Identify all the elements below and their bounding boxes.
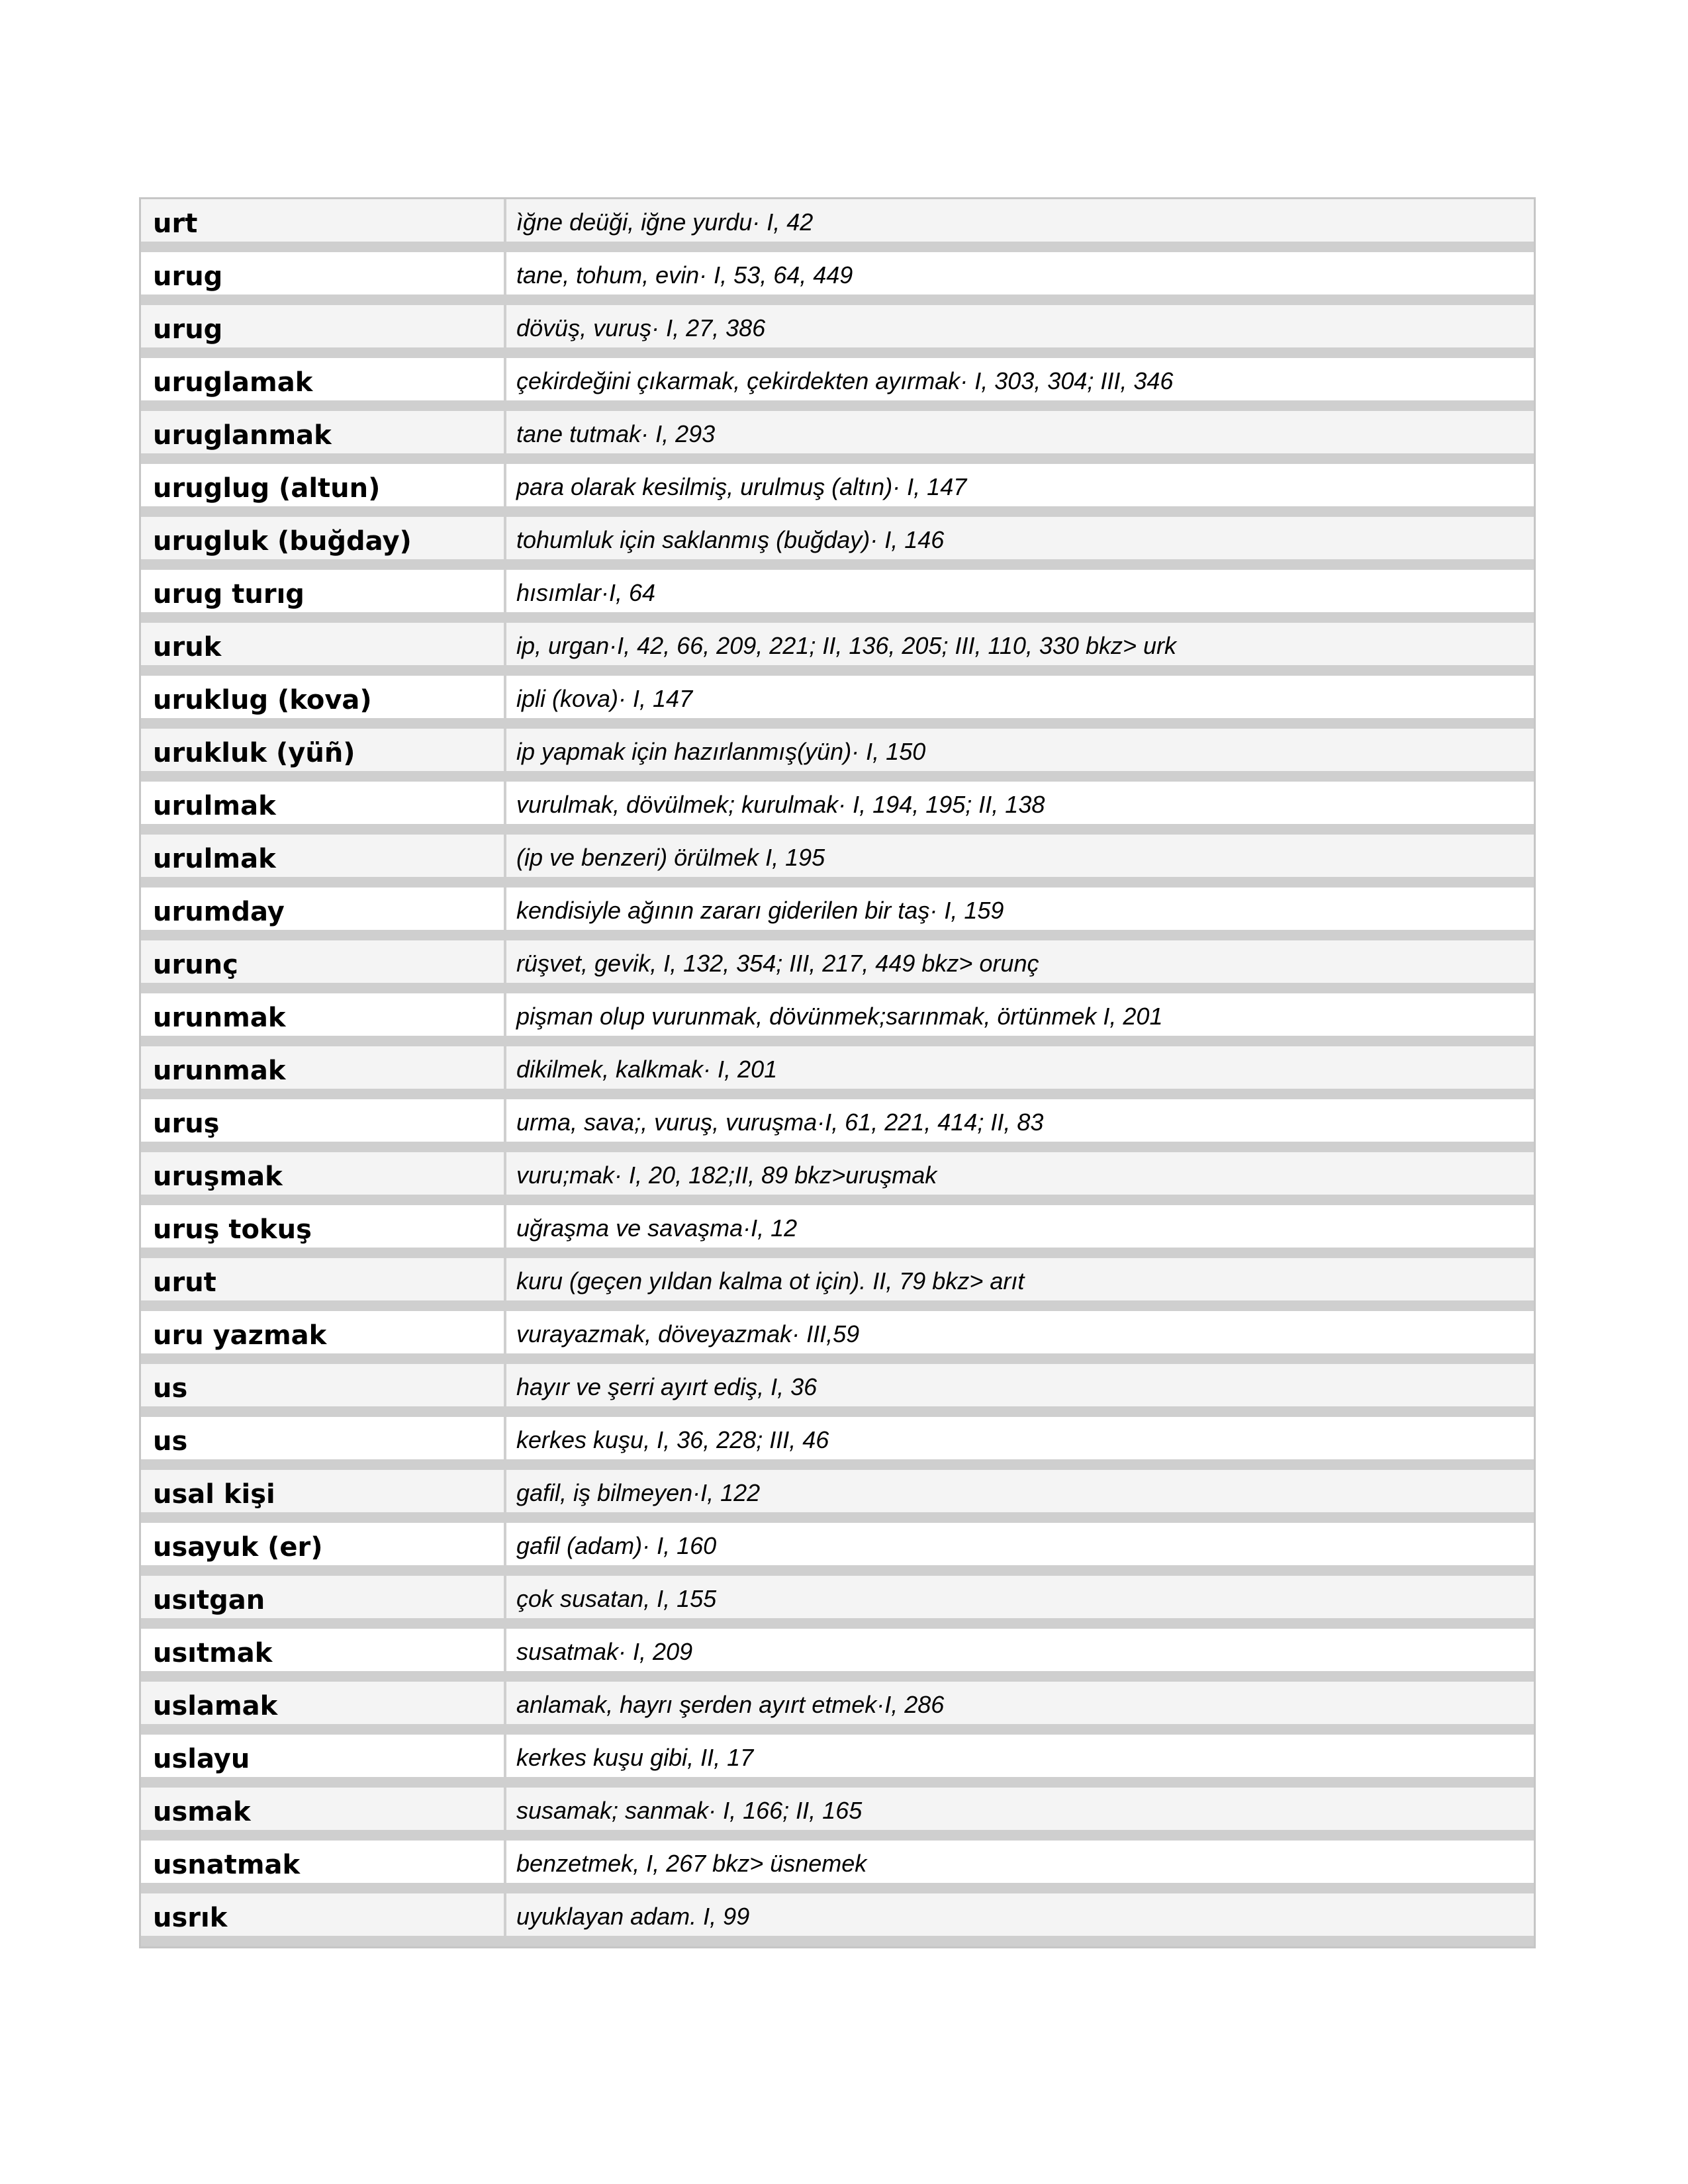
table-row [141, 1841, 1534, 1893]
entry-definition: rüşvet, gevik, I, 132, 354; III, 217, 449 bkz> orunç [516, 950, 1039, 977]
table-row [141, 940, 1534, 993]
table-row [141, 1470, 1534, 1523]
table-row [141, 1205, 1534, 1258]
entry-term: usal kişi [141, 1470, 506, 1512]
entry-term: urug [141, 252, 506, 295]
entry-definition: ip yapmak için hazırlanmış(yün)· I, 150 [516, 738, 926, 765]
table-row [141, 782, 1534, 835]
table-row [141, 1629, 1534, 1682]
table-row [141, 570, 1534, 623]
table-row [141, 1099, 1534, 1152]
entry-term: uruklug (kova) [141, 676, 506, 718]
entry-term: uruş tokuş [141, 1205, 506, 1248]
entry-definition: anlamak, hayrı şerden ayırt etmek·I, 286 [516, 1691, 945, 1718]
table-row [141, 1576, 1534, 1629]
table-row [141, 1046, 1534, 1099]
entry-term: urukluk (yüñ) [141, 729, 506, 771]
entry-definition: uyuklayan adam. I, 99 [516, 1903, 750, 1930]
entry-term: usmak [141, 1788, 506, 1830]
entry-definition: hısımlar·I, 64 [516, 579, 656, 606]
table-row [141, 1311, 1534, 1364]
table-row [141, 1417, 1534, 1470]
entry-term: uruglamak [141, 358, 506, 400]
entry-definition: uğraşma ve savaşma·I, 12 [516, 1214, 798, 1242]
entry-term: urunmak [141, 993, 506, 1036]
entry-definition: ip, urgan·I, 42, 66, 209, 221; II, 136, 205; III, 110, 330 bkz> urk [516, 632, 1176, 659]
entry-definition: gafil, iş bilmeyen·I, 122 [516, 1479, 761, 1506]
entry-term: urunç [141, 940, 506, 983]
table-row [141, 1735, 1534, 1788]
dictionary-table [139, 197, 1536, 1948]
entry-term: urugluk (buğday) [141, 517, 506, 559]
entry-definition: çekirdeğini çıkarmak, çekirdekten ayırmak· I, 303, 304; III, 346 [516, 367, 1174, 394]
entry-term: urug [141, 305, 506, 347]
entry-definition: gafil (adam)· I, 160 [516, 1532, 717, 1559]
table-row [141, 358, 1534, 411]
table-row [141, 252, 1534, 305]
entry-definition: ipli (kova)· I, 147 [516, 685, 693, 712]
entry-definition: urma, sava;, vuruş, vuruşma·I, 61, 221, 414; II, 83 [516, 1109, 1044, 1136]
entry-term: urug turıg [141, 570, 506, 612]
entry-definition: kendisiyle ağının zararı giderilen bir taş· I, 159 [516, 897, 1004, 924]
entry-definition: dövüş, vuruş· I, 27, 386 [516, 314, 766, 341]
entry-term: usıtmak [141, 1629, 506, 1671]
entry-term: uruglug (altun) [141, 464, 506, 506]
entry-definition: kerkes kuşu, I, 36, 228; III, 46 [516, 1426, 829, 1453]
entry-definition: pişman olup vurunmak, dövünmek;sarınmak, örtünmek I, 201 [516, 1003, 1163, 1030]
table-row [141, 887, 1534, 940]
entry-term: uruglanmak [141, 411, 506, 453]
entry-definition: tohumluk için saklanmış (buğday)· I, 146 [516, 526, 945, 553]
entry-term: uslamak [141, 1682, 506, 1724]
entry-definition: ìğne deüği, iğne yurdu· I, 42 [516, 208, 814, 236]
table-row [141, 1152, 1534, 1205]
entry-term: usayuk (er) [141, 1523, 506, 1565]
entry-definition: vuru;mak· I, 20, 182;II, 89 bkz>uruşmak [516, 1161, 937, 1189]
entry-term: urulmak [141, 835, 506, 877]
entry-term: uruş [141, 1099, 506, 1142]
entry-definition: kerkes kuşu gibi, II, 17 [516, 1744, 754, 1771]
entry-definition: para olarak kesilmiş, urulmuş (altın)· I, 147 [516, 473, 967, 500]
table-row [141, 1682, 1534, 1735]
entry-term: urut [141, 1258, 506, 1300]
entry-definition: vurayazmak, döveyazmak· III,59 [516, 1320, 860, 1347]
entry-definition: susatmak· I, 209 [516, 1638, 693, 1665]
entry-term: urulmak [141, 782, 506, 824]
table-row [141, 517, 1534, 570]
entry-term: uslayu [141, 1735, 506, 1777]
table-row [141, 305, 1534, 358]
table-row [141, 464, 1534, 517]
table-row [141, 411, 1534, 464]
entry-definition: tane tutmak· I, 293 [516, 420, 716, 447]
entry-term: us [141, 1417, 506, 1459]
entry-term: urt [141, 199, 506, 242]
table-row [141, 199, 1534, 252]
table-row [141, 676, 1534, 729]
table-row [141, 1893, 1534, 1946]
entry-definition: çok susatan, I, 155 [516, 1585, 717, 1612]
table-row [141, 835, 1534, 887]
table-row [141, 1258, 1534, 1311]
entry-term: usıtgan [141, 1576, 506, 1618]
entry-term: usnatmak [141, 1841, 506, 1883]
entry-term: urunmak [141, 1046, 506, 1089]
entry-definition: tane, tohum, evin· I, 53, 64, 449 [516, 261, 853, 289]
entry-term: urumday [141, 887, 506, 930]
entry-definition: susamak; sanmak· I, 166; II, 165 [516, 1797, 863, 1824]
entry-term: uruşmak [141, 1152, 506, 1195]
entry-term: uru yazmak [141, 1311, 506, 1353]
entry-term: usrık [141, 1893, 506, 1936]
entry-definition: hayır ve şerri ayırt ediş, I, 36 [516, 1373, 818, 1400]
table-row [141, 1788, 1534, 1841]
entry-definition: dikilmek, kalkmak· I, 201 [516, 1056, 778, 1083]
table-row [141, 1364, 1534, 1417]
table-row [141, 1523, 1534, 1576]
entry-definition: vurulmak, dövülmek; kurulmak· I, 194, 195; II, 138 [516, 791, 1045, 818]
entry-term: us [141, 1364, 506, 1406]
table-row [141, 729, 1534, 782]
table-row [141, 623, 1534, 676]
entry-definition: kuru (geçen yıldan kalma ot için). II, 79 bkz> arıt [516, 1267, 1025, 1295]
entry-term: uruk [141, 623, 506, 665]
table-row [141, 993, 1534, 1046]
entry-definition: (ip ve benzeri) örülmek I, 195 [516, 844, 825, 871]
entry-definition: benzetmek, I, 267 bkz> üsnemek [516, 1850, 867, 1877]
